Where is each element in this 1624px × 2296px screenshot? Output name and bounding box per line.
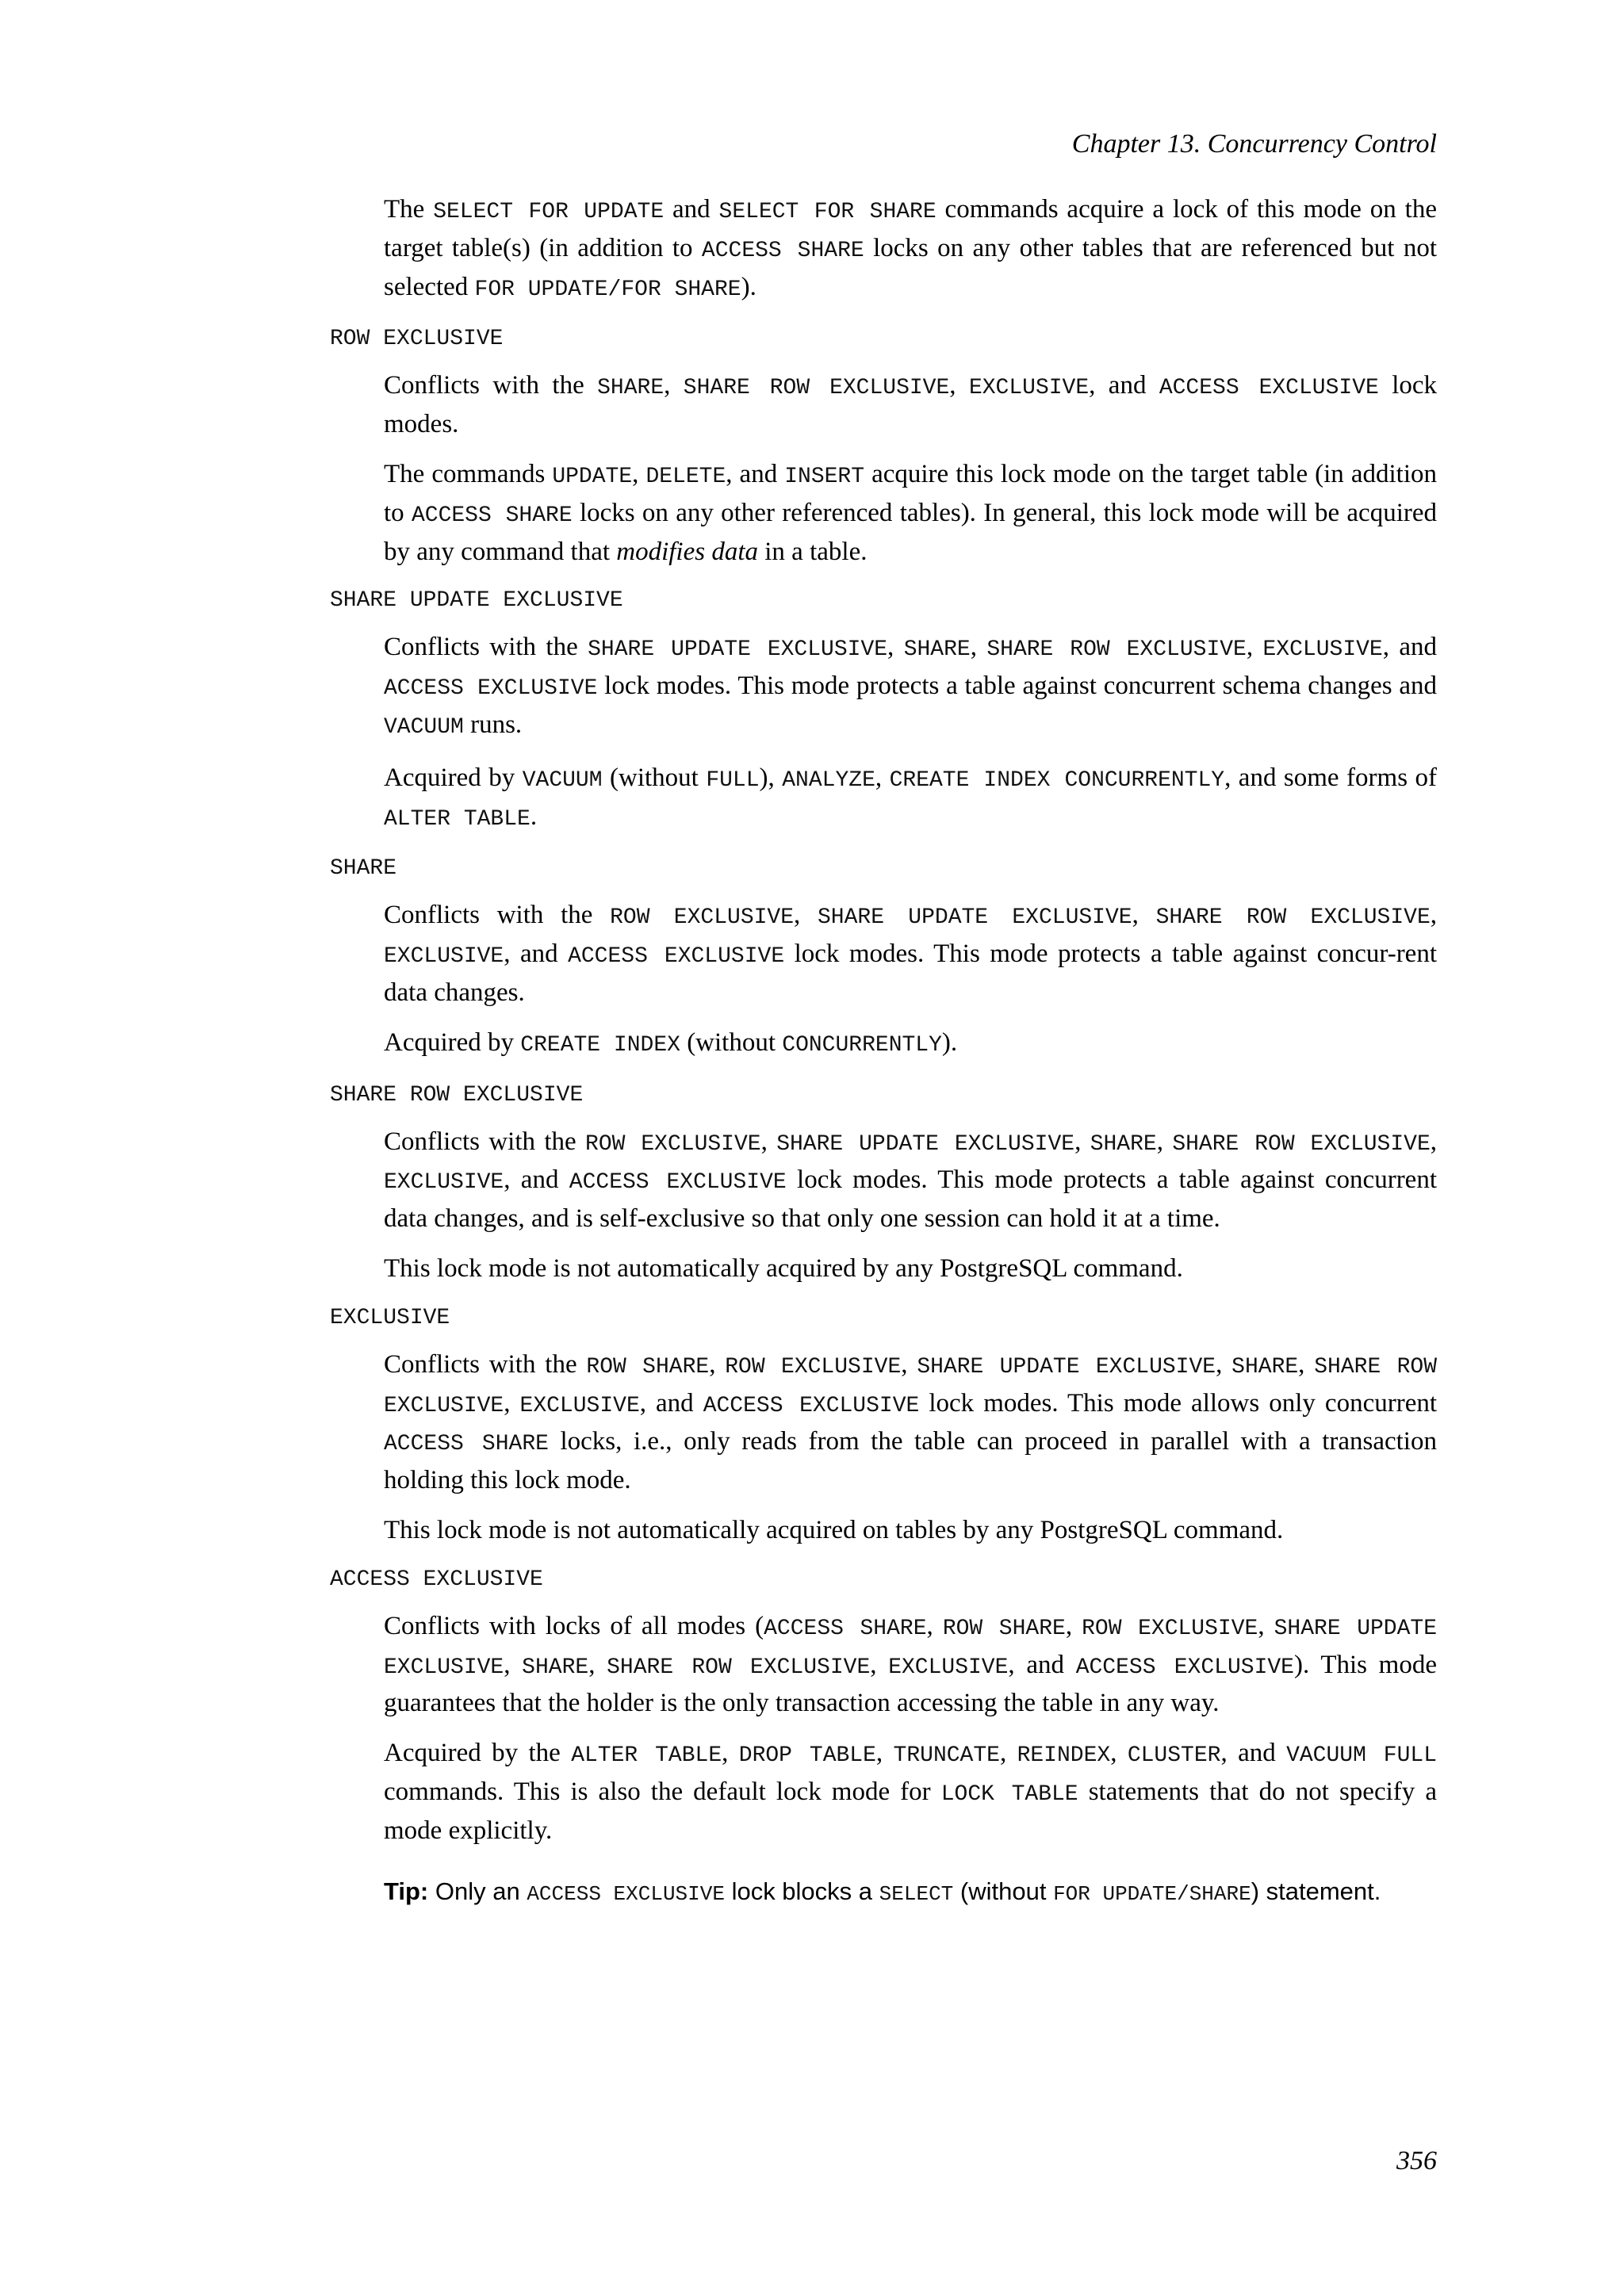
text: ,: [1110, 1739, 1128, 1768]
text: ,: [1132, 901, 1156, 930]
code: ACCESS EXCLUSIVE: [1159, 376, 1379, 401]
code: SHARE: [1090, 1131, 1157, 1157]
code: EXCLUSIVE: [1262, 637, 1383, 663]
code: ACCESS EXCLUSIVE: [568, 944, 785, 970]
running-header: Chapter 13. Concurrency Control: [1071, 129, 1437, 159]
paragraph: [384, 1609, 1437, 1721]
text: ),: [759, 763, 783, 792]
code: ROW SHARE: [942, 1616, 1066, 1641]
text: (without: [680, 1027, 783, 1057]
text: ,: [588, 1650, 607, 1679]
code: SELECT FOR SHARE: [718, 200, 936, 224]
code: ROW EXCLUSIVE: [610, 905, 795, 931]
paragraph: [384, 1251, 1437, 1287]
text: ).: [741, 272, 756, 301]
code: CLUSTER: [1127, 1743, 1221, 1769]
code: SHARE UPDATE EXCLUSIVE: [588, 637, 888, 663]
code: ACCESS SHARE: [411, 503, 573, 528]
paragraph: [384, 1124, 1437, 1237]
code: ACCESS SHARE: [701, 238, 864, 263]
text: ,: [760, 1127, 777, 1156]
text: ,: [875, 1739, 894, 1768]
paragraph: [384, 897, 1437, 1010]
code: ACCESS EXCLUSIVE: [569, 1170, 787, 1196]
paragraph: [384, 192, 1437, 308]
code: SHARE ROW EXCLUSIVE: [683, 376, 950, 401]
tip-label: Tip:: [384, 1877, 429, 1905]
text: ,: [1298, 1349, 1315, 1379]
code: SELECT FOR UPDATE: [433, 200, 665, 224]
text: Acquired by the: [384, 1739, 572, 1768]
code: ALTER TABLE: [384, 806, 530, 832]
text: This lock mode is not automatically acquired by any PostgreSQL command.: [384, 1253, 1183, 1283]
code: SHARE: [1231, 1354, 1299, 1380]
text: ,: [1246, 633, 1263, 662]
code: SHARE: [597, 376, 665, 401]
text: ,: [1430, 901, 1437, 930]
code: ROW SHARE: [586, 1354, 710, 1380]
text: lock modes. This mode protects a table against concur-rent data changes.: [384, 939, 1438, 1007]
code: SELECT: [879, 1881, 954, 1906]
text: lock modes. This mode protects a table against concurrent data changes, and is self-exclusive so that only one session can hold it at a time.: [384, 1165, 1437, 1234]
text: ,: [504, 1388, 520, 1418]
text: lock modes. This mode protects a table against concurrent schema changes and: [597, 672, 1438, 701]
code: VACUUM: [384, 714, 464, 740]
text: , and: [504, 939, 569, 969]
text: ,: [901, 1349, 917, 1379]
code: FULL: [706, 767, 760, 793]
text: ,: [1074, 1127, 1090, 1156]
text: ,: [1216, 1349, 1232, 1379]
paragraph: [384, 1735, 1437, 1848]
text: locks on any other referenced tables). In general, this lock mode will be acquired by any command that: [384, 498, 1437, 566]
code: REINDEX: [1017, 1743, 1111, 1769]
text: The commands: [384, 459, 553, 488]
text: ,: [632, 459, 646, 488]
text: ,: [887, 633, 904, 662]
text: ,: [794, 901, 818, 930]
code: SHARE: [903, 637, 971, 663]
text: .: [530, 802, 538, 831]
text: (without: [953, 1877, 1054, 1905]
paragraph: [384, 629, 1437, 745]
code: ROW EXCLUSIVE: [585, 1131, 761, 1157]
code: INSERT: [784, 464, 865, 489]
text: , and: [726, 459, 785, 488]
code: SHARE UPDATE EXCLUSIVE: [384, 1616, 1438, 1680]
text: , and: [639, 1388, 703, 1418]
text: Conflicts with the: [384, 901, 611, 930]
text: statements that do not specify a mode explicitly.: [384, 1777, 1437, 1845]
text: and: [664, 195, 719, 224]
tip-note: [384, 1874, 1437, 1911]
code: ACCESS EXCLUSIVE: [703, 1393, 920, 1418]
code: DROP TABLE: [738, 1743, 876, 1769]
code: EXCLUSIVE: [384, 1170, 504, 1196]
text: ). This mode guarantees that the holder is the only transaction accessing the table in any way.: [384, 1650, 1437, 1718]
code: EXCLUSIVE: [888, 1655, 1009, 1680]
code: SHARE UPDATE EXCLUSIVE: [818, 905, 1132, 931]
text: acquire this lock mode on the target table (in addition to: [384, 459, 1437, 527]
text: ,: [949, 371, 969, 400]
code: ROW EXCLUSIVE: [1082, 1616, 1258, 1641]
text: Acquired by: [384, 763, 523, 792]
term-share-update-exclusive: SHARE UPDATE EXCLUSIVE: [330, 588, 623, 614]
code: EXCLUSIVE: [968, 376, 1090, 401]
paragraph: [384, 457, 1437, 569]
text: The: [384, 195, 434, 224]
code: UPDATE: [552, 464, 633, 489]
term-exclusive: EXCLUSIVE: [330, 1305, 450, 1330]
text: , and: [1089, 371, 1159, 400]
text: ,: [504, 1650, 523, 1679]
code: SHARE UPDATE EXCLUSIVE: [776, 1131, 1075, 1157]
code: SHARE: [522, 1655, 589, 1680]
code: FOR UPDATE/SHARE: [1053, 1881, 1251, 1906]
code: SHARE ROW EXCLUSIVE: [986, 637, 1247, 663]
code: SHARE ROW EXCLUSIVE: [384, 1354, 1438, 1418]
text: runs.: [463, 710, 523, 739]
code: EXCLUSIVE: [384, 944, 504, 970]
text: ,: [664, 371, 684, 400]
text: lock modes.: [384, 371, 1438, 439]
text: ,: [1065, 1611, 1082, 1640]
text: ,: [722, 1739, 739, 1768]
text: , and: [1008, 1650, 1076, 1679]
emphasis: modifies data: [616, 537, 759, 566]
text: , and: [504, 1165, 569, 1195]
text: commands. This is also the default lock mode for: [384, 1777, 941, 1806]
text: Conflicts with the: [384, 371, 598, 400]
text: , and: [1382, 633, 1438, 662]
text: ,: [875, 763, 890, 792]
code: SHARE UPDATE EXCLUSIVE: [917, 1354, 1216, 1380]
code: ROW EXCLUSIVE: [725, 1354, 902, 1380]
term-share-row-exclusive: SHARE ROW EXCLUSIVE: [330, 1082, 584, 1108]
text: ,: [870, 1650, 889, 1679]
text: in a table.: [758, 537, 868, 566]
text: Conflicts with the: [384, 633, 588, 662]
content: [330, 192, 1437, 1911]
code: VACUUM: [522, 767, 603, 793]
text: locks on any other tables that are referenced but not selected: [384, 233, 1437, 301]
code: CONCURRENTLY: [782, 1032, 942, 1058]
code: LOCK TABLE: [940, 1781, 1078, 1807]
term-access-exclusive: ACCESS EXCLUSIVE: [330, 1567, 543, 1592]
text: Only an: [428, 1877, 527, 1905]
paragraph: [384, 1513, 1437, 1548]
text: ).: [941, 1027, 958, 1057]
page-number: 356: [1396, 2146, 1437, 2175]
text: locks, i.e., only reads from the table can proceed in parallel with a transaction holding this lock mode.: [384, 1427, 1437, 1495]
text: Conflicts with the: [384, 1127, 586, 1156]
code: SHARE ROW EXCLUSIVE: [1155, 905, 1431, 931]
text: , and: [1220, 1739, 1287, 1768]
text: ,: [970, 633, 987, 662]
code: DELETE: [645, 464, 726, 489]
code: TRUNCATE: [893, 1743, 1000, 1769]
code: ACCESS SHARE: [764, 1616, 927, 1641]
paragraph: [384, 760, 1437, 838]
code: ALTER TABLE: [571, 1743, 722, 1769]
text: Conflicts with the: [384, 1349, 587, 1379]
text: ,: [926, 1611, 943, 1640]
text: Conflicts with locks of all modes (: [384, 1611, 764, 1640]
paragraph: [384, 368, 1437, 442]
text: ,: [709, 1349, 726, 1379]
text: lock modes. This mode allows only concurrent: [919, 1388, 1438, 1418]
code: SHARE ROW EXCLUSIVE: [1172, 1131, 1431, 1157]
paragraph: [384, 1347, 1437, 1498]
text: (without: [602, 763, 707, 792]
text: ) statement.: [1251, 1877, 1381, 1905]
paragraph: [384, 1025, 1437, 1064]
text: ,: [1430, 1127, 1438, 1156]
text: This lock mode is not automatically acquired on tables by any PostgreSQL command.: [384, 1515, 1284, 1544]
code: ANALYZE: [782, 767, 875, 793]
text: ,: [999, 1739, 1017, 1768]
code: ACCESS EXCLUSIVE: [527, 1881, 725, 1906]
code: EXCLUSIVE: [519, 1393, 640, 1418]
text: commands acquire a lock of this mode on the target table(s) (in addition to: [384, 195, 1437, 262]
text: , and some forms of: [1224, 763, 1437, 792]
code: FOR UPDATE/FOR SHARE: [474, 277, 741, 302]
text: lock blocks a: [724, 1877, 879, 1905]
code: SHARE ROW EXCLUSIVE: [607, 1655, 871, 1680]
code: CREATE INDEX CONCURRENTLY: [889, 767, 1225, 793]
text: Acquired by: [384, 1027, 521, 1057]
text: ,: [1258, 1611, 1274, 1640]
code: VACUUM FULL: [1286, 1743, 1438, 1769]
term-row-exclusive: ROW EXCLUSIVE: [330, 327, 504, 352]
text: ,: [1156, 1127, 1173, 1156]
term-share: SHARE: [330, 856, 397, 882]
code: CREATE INDEX: [520, 1032, 680, 1058]
code: ACCESS SHARE: [384, 1432, 549, 1457]
code: ACCESS EXCLUSIVE: [384, 676, 598, 702]
code: ACCESS EXCLUSIVE: [1075, 1655, 1294, 1680]
